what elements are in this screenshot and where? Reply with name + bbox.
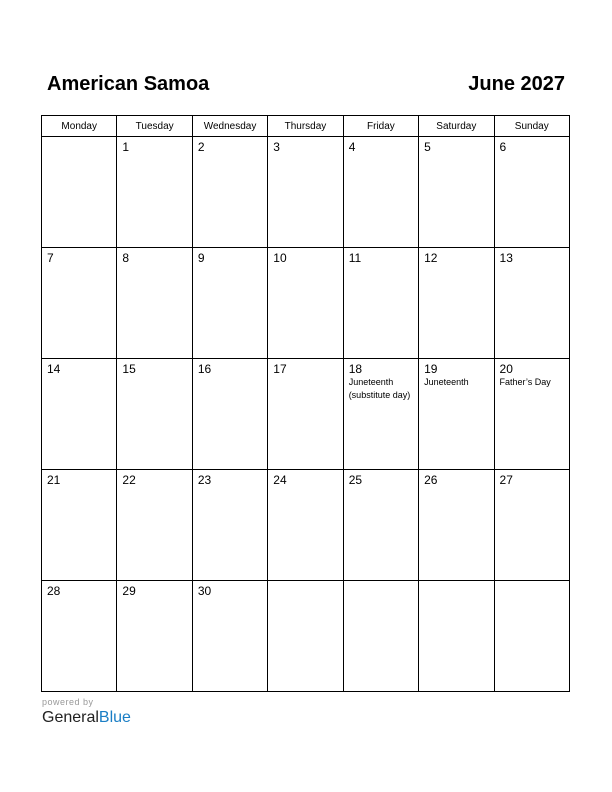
day-cell bbox=[343, 581, 418, 692]
day-number: 14 bbox=[47, 362, 61, 376]
day-number: 17 bbox=[273, 362, 287, 376]
day-cell bbox=[117, 137, 192, 248]
day-cell bbox=[268, 248, 343, 359]
weekday-friday: Friday bbox=[343, 116, 418, 137]
day-number bbox=[419, 581, 493, 584]
day-cell bbox=[268, 137, 343, 248]
day-number: 15 bbox=[122, 362, 136, 376]
day-cell bbox=[192, 137, 267, 248]
day-number: 27 bbox=[499, 473, 513, 487]
day-cell bbox=[343, 359, 418, 470]
day-cell bbox=[192, 359, 267, 470]
day-number bbox=[495, 581, 569, 584]
day-number: 19 bbox=[424, 362, 438, 376]
month-year-title: June 2027 bbox=[468, 73, 565, 95]
week-row bbox=[42, 359, 570, 470]
week-row bbox=[42, 248, 570, 359]
day-cell bbox=[192, 248, 267, 359]
day-cell bbox=[42, 581, 117, 692]
day-cell bbox=[419, 137, 494, 248]
day-number: 6 bbox=[499, 140, 507, 154]
weekday-sunday: Sunday bbox=[494, 116, 569, 137]
day-cell bbox=[343, 248, 418, 359]
day-number: 5 bbox=[424, 140, 431, 154]
day-number bbox=[344, 581, 418, 584]
day-cell bbox=[42, 137, 117, 248]
day-number: 21 bbox=[47, 473, 61, 487]
day-number: 2 bbox=[197, 140, 205, 154]
calendar-grid bbox=[41, 115, 570, 692]
weekday-header-row bbox=[42, 116, 570, 137]
day-cell bbox=[42, 470, 117, 581]
logo-general: General bbox=[42, 709, 99, 726]
week-row bbox=[42, 581, 570, 692]
week-row bbox=[42, 470, 570, 581]
day-cell bbox=[494, 359, 569, 470]
day-cell bbox=[343, 137, 418, 248]
generalblue-brand bbox=[42, 697, 131, 728]
day-number: 11 bbox=[348, 251, 362, 265]
day-number: 8 bbox=[122, 251, 130, 265]
holiday-label: Father’s Day bbox=[499, 377, 551, 387]
day-number: 18 bbox=[348, 362, 363, 376]
day-cell bbox=[419, 470, 494, 581]
day-number: 25 bbox=[348, 473, 363, 487]
day-number: 10 bbox=[273, 251, 287, 265]
day-cell bbox=[419, 359, 494, 470]
day-number: 23 bbox=[197, 473, 212, 487]
day-number: 12 bbox=[424, 251, 438, 265]
day-number: 26 bbox=[424, 473, 438, 487]
powered-by-text: powered by bbox=[42, 697, 94, 707]
logo-blue: Blue bbox=[98, 709, 131, 726]
day-number: 30 bbox=[197, 584, 212, 598]
weekday-wednesday: Wednesday bbox=[192, 116, 267, 137]
weekday-thursday: Thursday bbox=[268, 116, 343, 137]
day-number: 24 bbox=[273, 473, 287, 487]
day-number bbox=[42, 137, 116, 140]
day-cell bbox=[117, 248, 192, 359]
day-cell bbox=[42, 248, 117, 359]
weekday-tuesday: Tuesday bbox=[117, 116, 192, 137]
day-number: 9 bbox=[197, 251, 205, 265]
day-number: 22 bbox=[122, 473, 136, 487]
holiday-label: Juneteenth (substitute day) bbox=[348, 377, 411, 400]
day-cell bbox=[419, 581, 494, 692]
day-cell bbox=[268, 581, 343, 692]
week-row bbox=[42, 137, 570, 248]
weekday-monday: Monday bbox=[42, 116, 117, 137]
day-number: 3 bbox=[273, 140, 280, 154]
day-number: 16 bbox=[197, 362, 212, 376]
weekday-saturday: Saturday bbox=[419, 116, 494, 137]
day-number: 20 bbox=[499, 362, 513, 376]
day-cell bbox=[494, 137, 569, 248]
day-number: 28 bbox=[47, 584, 61, 598]
day-number: 4 bbox=[348, 140, 356, 154]
country-title: American Samoa bbox=[47, 73, 210, 95]
day-number: 1 bbox=[122, 140, 130, 154]
day-number: 13 bbox=[499, 251, 513, 265]
holiday-label: Juneteenth bbox=[424, 377, 469, 387]
day-cell bbox=[494, 581, 569, 692]
day-cell bbox=[117, 470, 192, 581]
day-cell bbox=[117, 581, 192, 692]
day-cell bbox=[268, 359, 343, 470]
day-number: 29 bbox=[122, 584, 136, 598]
day-number: 7 bbox=[47, 251, 54, 265]
day-cell bbox=[268, 470, 343, 581]
day-number bbox=[268, 581, 342, 584]
day-cell bbox=[494, 470, 569, 581]
day-cell bbox=[343, 470, 418, 581]
day-cell bbox=[42, 359, 117, 470]
day-cell bbox=[117, 359, 192, 470]
day-cell bbox=[192, 581, 267, 692]
day-cell bbox=[192, 470, 267, 581]
generalblue-logo[interactable] bbox=[42, 708, 131, 728]
day-cell bbox=[494, 248, 569, 359]
day-cell bbox=[419, 248, 494, 359]
